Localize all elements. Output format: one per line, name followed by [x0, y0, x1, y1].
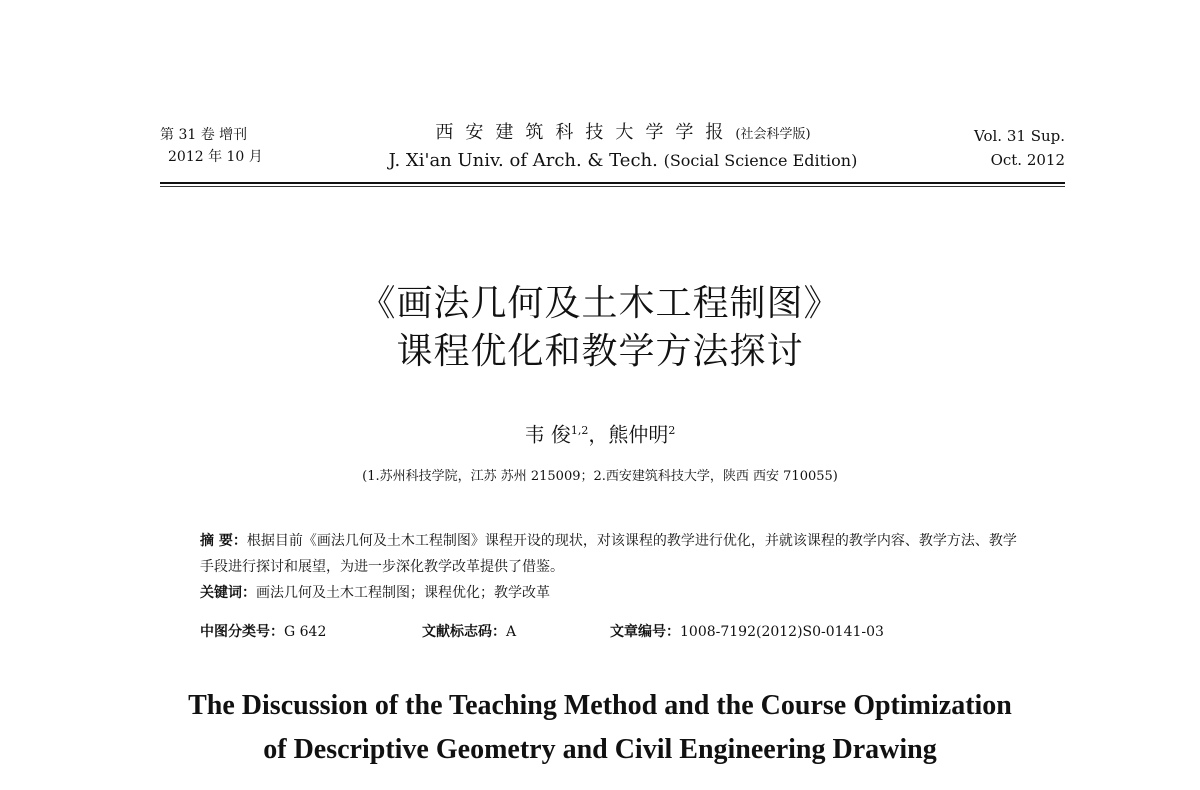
journal-name-cn: [343, 120, 903, 148]
volume-issue-cn: [160, 124, 263, 168]
author-affiliation-marker: 1,2: [570, 424, 589, 437]
author-list: [0, 418, 1200, 448]
paper-title-en-line1: The Discussion of the Teaching Method and the Course Optimization: [188, 690, 1012, 721]
journal-header: [160, 120, 1065, 178]
author-separator: ，: [588, 422, 609, 447]
document-code-label: 文献标志码：: [422, 624, 506, 640]
date-line-cn: 2012 年 10 月: [168, 149, 263, 165]
journal-name-en: [343, 148, 903, 174]
journal-name-en-text: J. Xi'an Univ. of Arch. & Tech.: [388, 150, 658, 171]
affiliations: (1.苏州科技学院，江苏 苏州 215009；2.西安建筑科技大学，陕西 西安 710055): [362, 469, 838, 484]
keywords-text: 画法几何及土木工程制图；课程优化；教学改革: [256, 585, 550, 601]
volume-line-cn: 第 31 卷 增刊: [160, 127, 248, 143]
article-number-value: 1008-7192(2012)S0-0141-03: [680, 624, 884, 640]
keywords: [200, 580, 1030, 606]
clc-number: [200, 620, 326, 644]
volume-line-en: Vol. 31 Sup.: [974, 127, 1065, 145]
author-name: 韦 俊: [524, 422, 571, 447]
journal-edition-en: (Social Science Edition): [663, 151, 858, 170]
author-affiliation-marker: 2: [668, 424, 676, 437]
date-line-en: Oct. 2012: [990, 151, 1065, 169]
clc-value: G 642: [284, 624, 327, 640]
paper-title-cn-line2: 课程优化和教学方法探讨: [396, 331, 804, 372]
keywords-label: 关键词：: [200, 585, 256, 601]
abstract: [200, 528, 1030, 580]
header-rule-thin: [160, 186, 1065, 187]
article-number: [610, 620, 884, 644]
document-code-value: A: [506, 624, 517, 640]
paper-title-en-line2: of Descriptive Geometry and Civil Engineering Drawing: [263, 734, 937, 765]
journal-name-cn-text: 西安建筑科技大学学报: [435, 122, 736, 143]
journal-edition-cn: (社会科学版): [735, 127, 811, 142]
abstract-label: 摘 要：: [200, 533, 247, 549]
paper-title-en: [0, 684, 1200, 772]
clc-label: 中图分类号：: [200, 624, 284, 640]
document-code: [422, 620, 516, 644]
article-number-label: 文章编号：: [610, 624, 680, 640]
author-name: 熊仲明: [608, 422, 669, 447]
journal-name: [343, 120, 903, 174]
abstract-block: [200, 528, 1030, 606]
paper-title-cn: [0, 280, 1200, 376]
paper-title-cn-line1: 《画法几何及土木工程制图》: [359, 283, 841, 324]
header-rule-thick: [160, 182, 1065, 184]
volume-issue-en: [974, 124, 1065, 172]
abstract-text: 根据目前《画法几何及土木工程制图》课程开设的现状，对该课程的教学进行优化，并就该课程的教学内容、教学方法、教学手段进行探讨和展望，为进一步深化教学改革提供了借鉴。: [200, 533, 1017, 575]
